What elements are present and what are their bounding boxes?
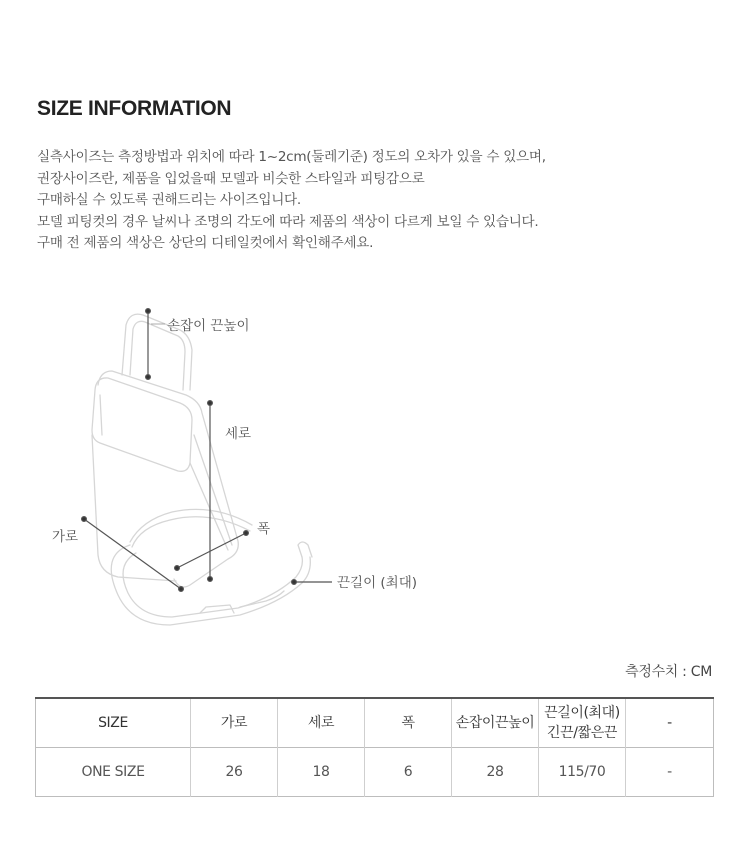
description-line: 실측사이즈는 측정방법과 위치에 따라 1~2cm(둘레기준) 정도의 오차가 있을 수 있으며, [37,149,546,165]
table-row [36,748,714,797]
page-title: SIZE INFORMATION [37,97,232,120]
description-line: 구매 전 제품의 색상은 상단의 디테일컷에서 확인해주세요. [37,235,374,251]
header-strap-length [539,698,626,748]
header-width: 가로 [191,698,278,748]
width-label: 가로 [52,529,79,545]
header-height: 세로 [278,698,365,748]
header-size: SIZE [36,698,191,748]
cell-height: 18 [278,748,365,797]
description-line: 모델 피팅컷의 경우 날씨나 조명의 각도에 따라 제품의 색상이 다르게 보일 수 있습니다. [37,213,539,230]
header-depth: 폭 [365,698,452,748]
height-label: 세로 [225,426,252,442]
size-table [35,697,714,797]
header-strap-length-line1: 끈길이(최대) [544,705,620,721]
size-description [37,147,717,255]
cell-size: ONE SIZE [36,748,191,797]
strap-length-label: 끈길이 (최대) [337,575,418,591]
cell-depth: 6 [365,748,452,797]
handle-height-label: 손잡이 끈높이 [167,318,250,334]
bag-measurement-diagram [40,295,460,645]
bag-illustration [92,314,312,625]
description-line: 구매하실 수 있도록 권해드리는 사이즈입니다. [37,192,301,208]
description-line: 권장사이즈란, 제품을 입었을때 모델과 비슷한 스타일과 피팅감으로 [37,170,425,187]
cell-handle-height: 28 [452,748,539,797]
header-extra: - [626,698,714,748]
cell-width: 26 [191,748,278,797]
measurement-unit: 측정수치 : CM [625,664,712,680]
cell-strap-length: 115/70 [539,748,626,797]
table-header-row [36,698,714,748]
header-handle-height: 손잡이끈높이 [452,698,539,748]
depth-label: 폭 [257,521,271,537]
header-strap-length-line2: 긴끈/짧은끈 [547,725,617,741]
cell-extra: - [626,748,714,797]
